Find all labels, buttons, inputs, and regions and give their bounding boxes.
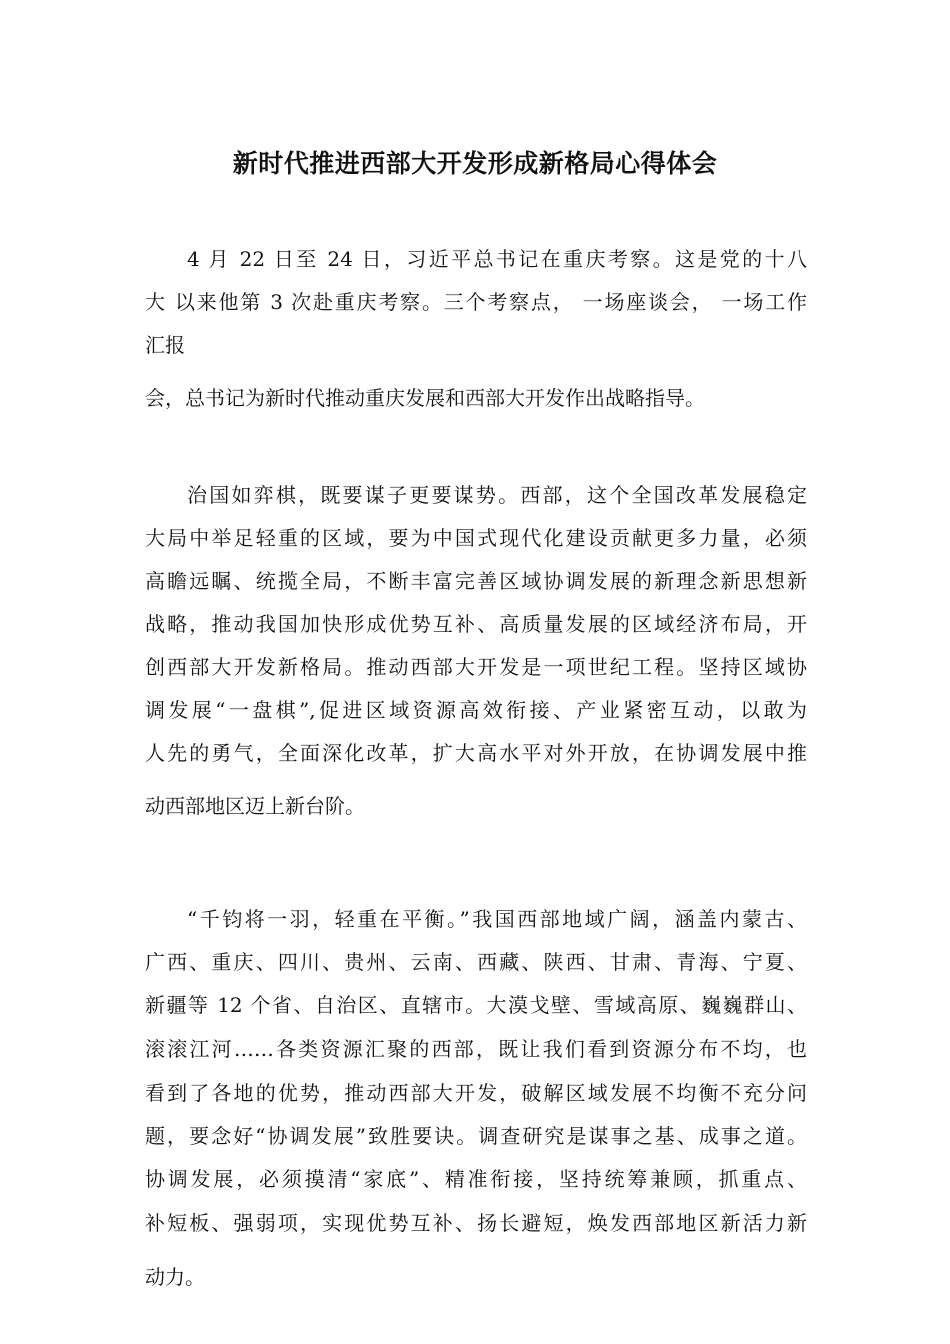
paragraph-2-line-3: 高瞻远瞩、统揽全局，不断丰富完善区域协调发展的新理念新思想新: [145, 569, 807, 593]
paragraph-3-line-5: 看到了各地的优势，推动西部大开发，破解区域发展不均衡不充分问: [145, 1081, 807, 1105]
paragraph-3-line-3: 新疆等 12 个省、自治区、直辖市。大漠戈壁、雪域高原、巍巍群山、: [145, 993, 807, 1017]
paragraph-3-line-1: “千钧将一羽，轻重在平衡。”我国西部地域广阔，涵盖内蒙古、: [187, 907, 807, 931]
paragraph-2-line-1: 治国如弈棋，既要谋子更要谋势。西部，这个全国改革发展稳定: [187, 483, 807, 507]
paragraph-2-line-4: 战略，推动我国加快形成优势互补、高质量发展的区域经济布局，开: [145, 612, 807, 636]
paragraph-3-line-7: 协调发展，必须摸清“家底”、精准衔接，坚持统筹兼顾，抓重点、: [145, 1167, 807, 1191]
paragraph-2-line-2: 大局中举足轻重的区域，要为中国式现代化建设贡献更多力量，必须: [145, 526, 807, 550]
paragraph-1-line-1: 4 月 22 日至 24 日，习近平总书记在重庆考察。这是党的十八: [187, 247, 807, 271]
paragraph-2-line-6: 调发展“一盘棋”,促进区域资源高效衔接、产业紧密互动，以敢为: [145, 698, 807, 722]
document-title: 新时代推进西部大开发形成新格局心得体会: [232, 149, 718, 178]
paragraph-1-line-2: 大 以来他第 3 次赴重庆考察。三个考察点， 一场座谈会， 一场工作: [145, 290, 807, 314]
paragraph-2-line-7: 人先的勇气，全面深化改革，扩大高水平对外开放，在协调发展中推: [145, 741, 807, 765]
paragraph-2-line-8: 动西部地区迈上新台阶。: [145, 794, 365, 818]
paragraph-3-line-8: 补短板、强弱项，实现优势互补、扬长避短，焕发西部地区新活力新: [145, 1211, 807, 1235]
paragraph-1-line-4: 会，总书记为新时代推动重庆发展和西部大开发作出战略指导。: [145, 386, 705, 410]
paragraph-1-line-3: 汇报: [145, 333, 185, 357]
paragraph-2-line-5: 创西部大开发新格局。推动西部大开发是一项世纪工程。坚持区域协: [145, 655, 807, 679]
paragraph-3-line-9: 动力。: [145, 1265, 205, 1289]
paragraph-3-line-2: 广西、重庆、四川、贵州、云南、西藏、陕西、甘肃、青海、宁夏、: [145, 950, 807, 974]
paragraph-3-line-6: 题，要念好“协调发展”致胜要诀。调查研究是谋事之基、成事之道。: [145, 1124, 807, 1148]
paragraph-3-line-4: 滚滚江河……各类资源汇聚的西部，既让我们看到资源分布不均，也: [145, 1037, 807, 1061]
